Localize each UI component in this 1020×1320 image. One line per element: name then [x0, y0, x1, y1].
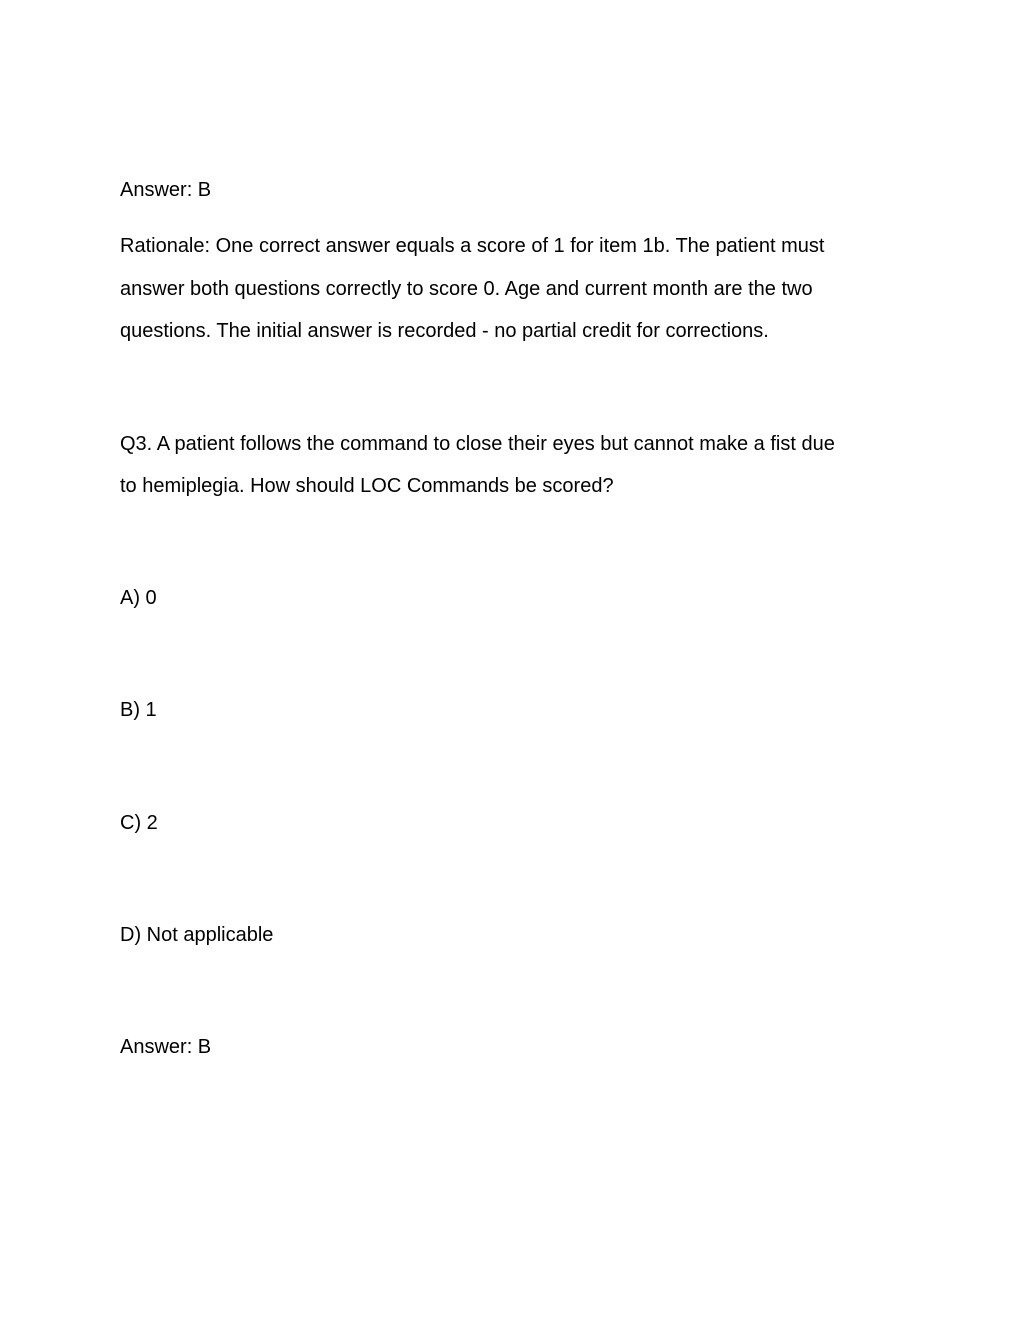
- answer-text: Answer: B: [120, 1036, 212, 1058]
- option-d: D) Not applicable: [120, 924, 274, 946]
- option-b: B) 1: [120, 699, 157, 721]
- question-line-1: Q3. A patient follows the command to close their eyes but cannot make a fist due: [120, 433, 835, 455]
- question-line-2: to hemiplegia. How should LOC Commands be scored?: [120, 475, 614, 497]
- rationale-line-3: questions. The initial answer is recorded - no partial credit for corrections.: [120, 320, 769, 342]
- option-a: A) 0: [120, 587, 157, 609]
- rationale-line-2: answer both questions correctly to score 0. Age and current month are the two: [120, 278, 813, 300]
- option-c: C) 2: [120, 812, 158, 834]
- rationale-line-1: Rationale: One correct answer equals a score of 1 for item 1b. The patient must: [120, 235, 825, 257]
- answer-text: Answer: B: [120, 179, 212, 201]
